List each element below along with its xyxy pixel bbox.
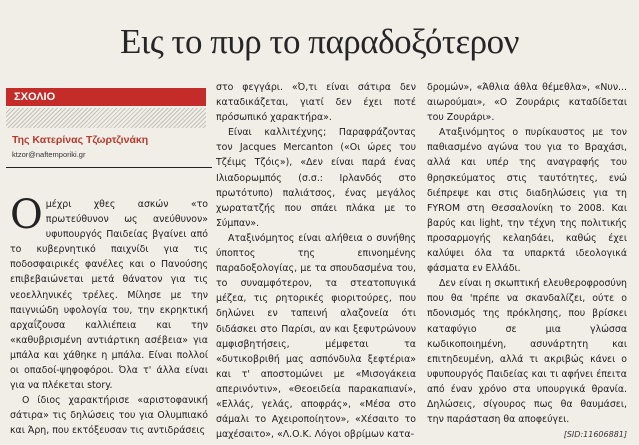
divider	[6, 167, 212, 168]
author-email: ktzor@naftemporiki.gr	[12, 150, 86, 159]
paragraph: μέχρι χθες ασκών «το πρωτεύθυνον ως ανεύθυνον» υφυπουργός Παιδείας βγαίνει από το κυβερνητικό παιχνίδι για τις ποδοσφαιρικές φανέλες και ο Πανούσης επιβεβαιώνεται μετά θάνατον για τις νεοελληνικές τρέλες. Μίλησε με την παιγνιώδη υφολογία του, την εκρηκτική αρχαΐζουσα καλλιέπεια και την «καθυβρισμένη αντιάρτικη ασέβεια» για μπάλα και χάθηκε η μπάλα. Είναι πολλοί οι οπαδοί-ψηφοφόροι. Όλα τ' άλλα είναι για να πλέκεται story.	[10, 199, 208, 392]
column-sidebar	[6, 88, 206, 168]
article-column-1	[10, 197, 208, 439]
paragraph: Δεν είναι η σκωπτική ελευθεροφροσύνη που θα 'πρέπε να σκανδαλίζει, ούτε ο πδονισμός της πρόκλησης, που βρίσκει καταφύγιο σε μια γλώσσα κωδικοποιημένη, ασυνάρτητη και επιτηδευμένη, αλλά τι ακριβώς κάνει ο υφυπουργός Παιδείας και τι αφήνει έπειτα από έναν χρόνο στα υπουργικά θρανία. Δηλώσεις, σίγουρος πως θα θαυμάσει, την παράσταση θα αποφεύγει.	[427, 278, 627, 426]
hatch-decoration	[6, 108, 206, 128]
paragraph: Αταξινόμητος είναι αλήθεια ο συνήθης ύποπτος της επινοημένης παραδοξολογίας, με τα σπουδασμένα του, το συναμφότερον, τα στεατοπυγικά μέζεα, τις ρητορικές φιοριτούρες, που δηλώνει εν ταπεινή αλαζονεία ότι διδάσκει στο Παρίσι, αν και ξεφυτρώνουν αμφισβητήσεις, μέμφεται τα «δυτικοβριθή μας ασπόνδυλα ξεφτέρια» και τ' αποστομώνει με «Μισογάκεια απερινόντιν», «Θεοειδεία παρακαπιανί», «Ελλάς, γελάς, αποφράς», «Μέσα στο σάμαλι το Αχειροποίητον», «Χέσαιτο το μαχέσαιτο», «Λ.Ο.Κ. Λόγοι οβρίμων κατα-	[216, 232, 416, 440]
paragraph: δρομών», «Άθλια άθλα θέμεθλα», «Νυν... αιωρούμαι», «Ο Ζουράρις καταδίδεται του Ζουράρι».	[427, 82, 627, 124]
author-byline: Της Κατερίνας Τζωρτζινάκη	[12, 134, 149, 146]
paragraph: Είναι καλλιτέχνης; Παραφράζοντας τον Jacques Mercanton («Οι ώρες του Τζέιμς Τζόις»), «Δεν είναι παρά ένας Ιλιαδορωμπός (σ.σ.: Ιρλανδός στο πρωτότυπο) παλιάτσος, ένας μεγάλος χωρατατζής που σπάει πλάκα με το Σύμπαν».	[216, 127, 416, 229]
article-headline: Εις το πυρ το παραδοξότερον	[120, 22, 519, 61]
paragraph: Ο ίδιος χαρακτήρισε «αριστοφανική σάτιρα» τις δηλώσεις του για Ολυμπιακό και Άρη, που εκτόξευσαν τις αντιδράσεις	[10, 395, 208, 437]
drop-cap: Ο	[10, 197, 43, 238]
paragraph: στο φεγγάρι. «Ό,τι είναι σάτιρα δεν καταδικάζεται, γιατί δεν έχει ποτέ πρόσωπικό χαρακτήρα».	[216, 82, 416, 124]
article-column-3	[427, 80, 627, 427]
sid-reference: [SID:11606881]	[563, 430, 627, 439]
article-column-2	[216, 80, 416, 440]
paragraph: Αταξινόμητος ο πυρίκαυστος με τον παθιασμένο αγώνα του για το Βραχάσι, αλλά και υπέρ της αναγραφής του θρησκεύματος στις ταυτότητες, ενώ διέπρεψε και στις διαδηλώσεις για τη FYROM στη Θεσσαλονίκη το 2008. Και βαρύς και light, την τέχνη της πολιτικής προσαρμογής κελαηδάει, καθώς έχει καλύψει όλα τα υπαρκτά ιδεολογικά φάσματα εν Ελλάδι.	[427, 127, 627, 275]
section-label: ΣΧΟΛΙΟ	[6, 88, 206, 106]
